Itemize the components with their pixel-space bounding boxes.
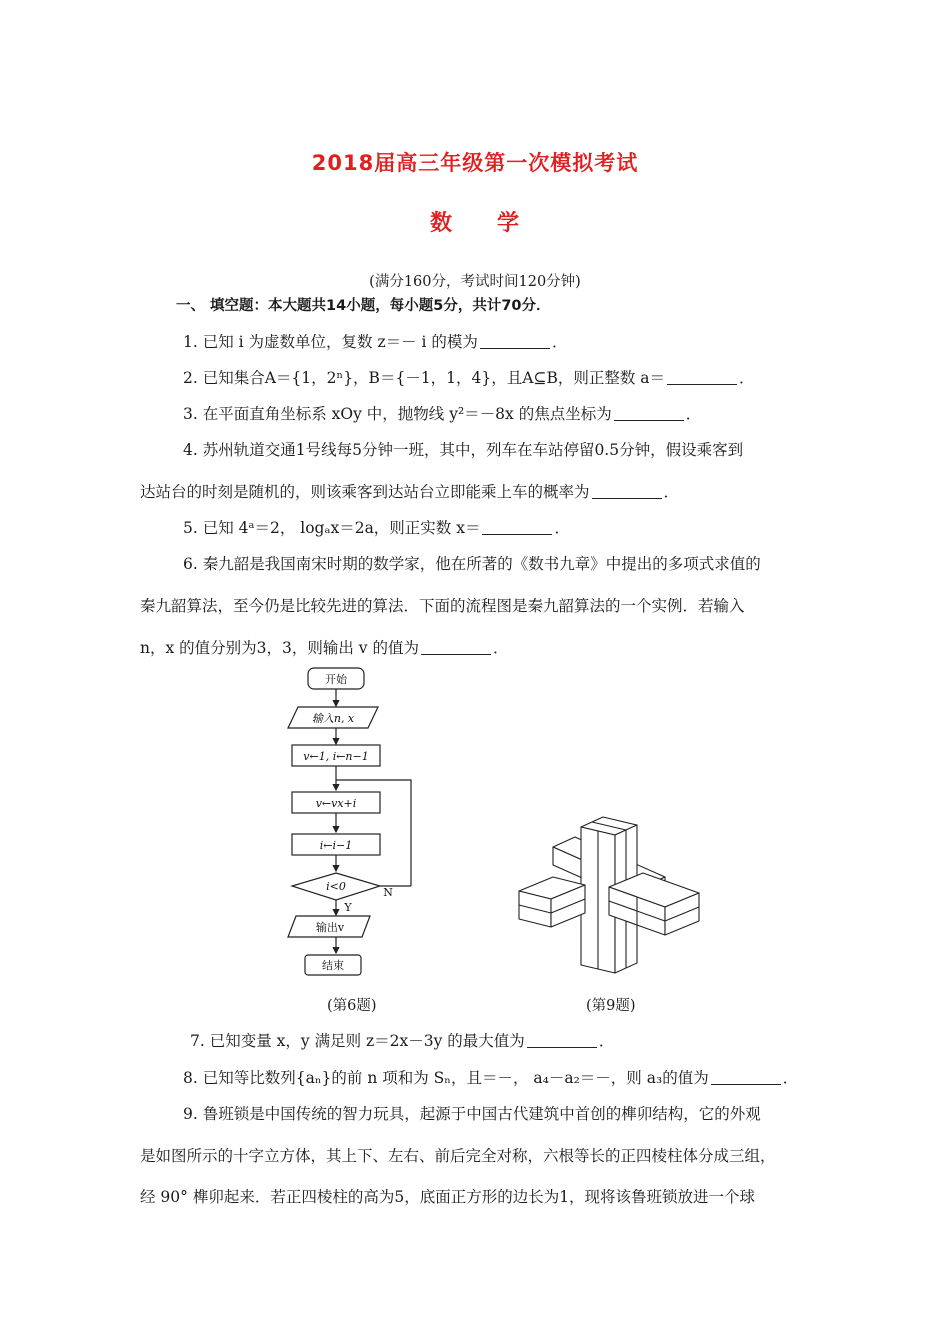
question-6-line-3: n，x 的值分别为3，3，则输出 v 的值为 ． <box>140 639 509 657</box>
question-4-line-2: 达站台的时刻是随机的，则该乘客到达站台立即能乘上车的概率为 ． <box>140 483 680 501</box>
flow-no-label: N <box>383 886 393 899</box>
subject-title <box>0 206 950 237</box>
flow-yes-label: Y <box>344 901 352 914</box>
answer-blank <box>527 1033 597 1048</box>
question-5: 5. 已知 4ᵃ＝2， logₐx＝2a，则正实数 x＝ ． <box>183 519 570 537</box>
question-6-line-1: 6. 秦九韶是我国南宋时期的数学家，他在所著的《数书九章》中提出的多项式求值的 <box>183 555 761 573</box>
question-1: 1. 已知 i 为虚数单位，复数 z＝－ i 的模为 ． <box>183 333 568 351</box>
question-3: 3. 在平面直角坐标系 xOy 中，抛物线 y²＝－8x 的焦点坐标为 ． <box>183 405 702 423</box>
question-9-line-1: 9. 鲁班锁是中国传统的智力玩具，起源于中国古代建筑中首创的榫卯结构，它的外观 <box>183 1105 761 1123</box>
answer-blank <box>711 1070 781 1085</box>
question-6-line-2: 秦九韶算法，至今仍是比较先进的算法．下面的流程图是秦九韶算法的一个实例．若输入 <box>140 597 745 615</box>
answer-blank <box>421 640 491 655</box>
question-8: 8. 已知等比数列{aₙ}的前 n 项和为 Sₙ，且＝－， a₄－a₂＝－，则 a₃的值为 ． <box>183 1069 799 1087</box>
flow-input-label: 输入n, x <box>311 712 355 725</box>
exam-title: 2018届高三年级第一次模拟考试 <box>311 151 639 175</box>
answer-blank <box>667 370 737 385</box>
flow-end-label: 结束 <box>322 959 344 972</box>
section-heading: 一、 填空题：本大题共14小题，每小题5分，共计70分． <box>176 298 551 314</box>
subject-char-2: 学 <box>497 211 521 236</box>
flow-update-i-label: i←i−1 <box>319 839 353 852</box>
flow-start-label: 开始 <box>325 673 347 686</box>
flow-update-v-label: v←vx+i <box>315 797 357 810</box>
question-7: 7. 已知变量 x，y 满足则 z＝2x－3y 的最大值为 ． <box>190 1032 615 1050</box>
answer-blank <box>592 484 662 499</box>
answer-blank <box>614 406 684 421</box>
figure-6-caption: (第6题) <box>327 998 377 1014</box>
question-9-line-3: 经 90° 榫卯起来．若正四棱柱的高为5，底面正方形的边长为1，现将该鲁班锁放进一个球 <box>140 1188 756 1206</box>
answer-blank <box>482 520 552 535</box>
question-4-line-1: 4. 苏州轨道交通1号线每5分钟一班，其中，列车在车站停留0.5分钟，假设乘客到 <box>183 441 744 459</box>
flowchart-figure <box>270 662 430 982</box>
question-9-line-2: 是如图所示的十字立方体，其上下、左右、前后完全对称，六根等长的正四棱柱体分成三组， <box>140 1147 776 1165</box>
flow-output-label: 输出v <box>315 921 345 934</box>
question-2: 2. 已知集合A＝{1，2ⁿ}，B＝{－1，1，4}，且A⊆B，则正整数 a＝ ． <box>183 369 755 387</box>
answer-blank <box>480 334 550 349</box>
luban-lock-figure <box>515 815 705 980</box>
flow-condition-label: i<0 <box>326 880 346 893</box>
figure-9-caption: (第9题) <box>586 998 636 1014</box>
exam-info: (满分160分，考试时间120分钟) <box>369 274 581 290</box>
subject-char-1: 数 <box>429 211 453 236</box>
flow-init-label: v←1, i←n−1 <box>303 750 369 763</box>
